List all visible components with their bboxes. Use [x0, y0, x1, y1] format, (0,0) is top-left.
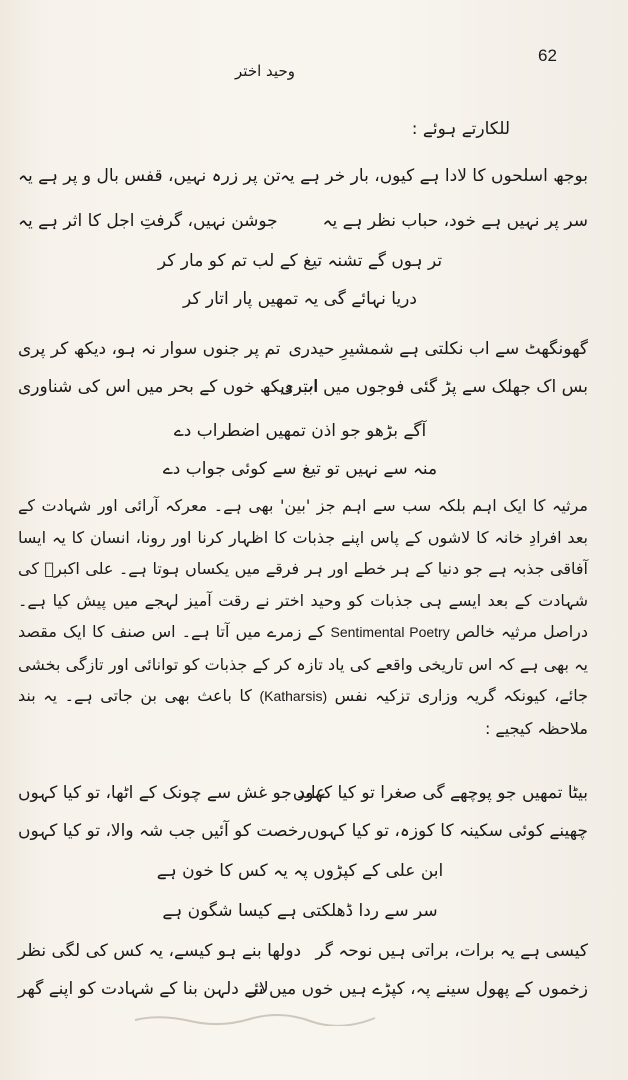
verse-hemistich-left: عابد جو غش سے چونک کے اٹھا، تو کیا کہوں: [18, 783, 327, 803]
verse-line: [18, 376, 588, 412]
verse-line: [18, 978, 588, 1014]
verse-hemistich-right: بس اک جھلک سے پڑ گئی فوجوں میں ابتری: [280, 377, 588, 397]
bait-line: ابن علی کے کپڑوں پہ یہ کس کا خون ہے: [156, 861, 444, 881]
bait-line: منہ سے نہیں تو تیغ سے کوئی جواب دے: [162, 459, 438, 479]
bait-line: سر سے ردا ڈھلکتی ہے کیسا شگون ہے: [162, 901, 438, 921]
verse-hemistich-right: کیسی ہے یہ برات، براتی ہیں نوحہ گر: [315, 941, 588, 961]
verse-hemistich-right: بوجھ اسلحوں کا لادا ہے کیوں، بار خر ہے یہ: [279, 166, 588, 186]
verse-line: [18, 210, 588, 246]
verse-hemistich-left: جوشن نہیں، گرفتِ اجل کا اثر ہے یہ: [18, 211, 278, 231]
verse-hemistich-left: لائے دلہن بنا کے شہادت کو اپنے گھر: [18, 979, 269, 999]
prose-text: مرثیہ کا ایک اہم بلکہ سب سے اہم جز 'بین' بھی ہے۔ معرکہ آرائی اور شہادت کے بعد افرادِ خانہ کا لاشوں کے پاس اپنے جذبات کا اظہار کرنا اور رونا، انسان کا یہ ایسا آفاقی جذبہ ہے جو دنیا کے ہر خطے اور ہر فرقے میں یکساں ہوتا ہے۔ علی اکبرؑ کی شہادت کے بعد ایسے ہی جذبات کو وحید اختر نے رقت آمیز لہجے میں پیش کیا ہے۔ دراصل مرثیہ خالص: [18, 496, 589, 641]
prose-paragraph: [18, 490, 588, 744]
bait-line: تر ہوں گے تشنہ تیغ کے لب تم کو مار کر: [157, 251, 443, 271]
verse-line: [18, 940, 588, 976]
bait-line: آگے بڑھو جو اذن تمھیں اضطراب دے: [173, 421, 427, 441]
verse-hemistich-left: تن پر زرہ نہیں، قفس بال و پر ہے یہ: [18, 166, 281, 186]
verse-line: [18, 782, 588, 818]
verse-hemistich-right: گھونگھٹ سے اب نکلتی ہے شمشیرِ حیدری: [288, 339, 588, 359]
english-term: Sentimental Poetry: [330, 624, 450, 640]
verse-hemistich-right: زخموں کے پھول سینے پہ، کپڑے ہیں خوں میں تر: [249, 979, 588, 999]
bait-line: دریا نہائے گی یہ تمھیں پار اتار کر: [183, 289, 417, 309]
verse-hemistich-left: رخصت کو آئیں جب شہ والا، تو کیا کہوں: [18, 821, 307, 841]
page-number: 62: [538, 46, 557, 65]
verse-line: [18, 338, 588, 374]
section-heading: للکارتے ہوئے :: [411, 119, 510, 139]
verse-line: [18, 820, 588, 856]
english-term: (Katharsis): [259, 688, 328, 704]
verse-hemistich-right: بیٹا تمھیں جو پوچھے گی صغرا تو کیا کہوں: [292, 783, 588, 803]
verse-hemistich-left: اب دیکھ خوں کے بحر میں اس کی شناوری: [18, 377, 319, 397]
faded-bleed-through-mark: [130, 1012, 380, 1026]
verse-hemistich-right: سر پر نہیں ہے خود، حباب نظر ہے یہ: [322, 211, 588, 231]
verse-hemistich-left: تم پر جنوں سوار نہ ہو، دیکھ کر پری: [18, 339, 281, 359]
verse-hemistich-right: چھینے کوئی سکینہ کا کوزہ، تو کیا کہوں: [306, 821, 588, 841]
verse-line: [18, 165, 588, 201]
running-head: وحید اختر: [235, 62, 295, 80]
prose-text: کا باعث بھی بن جاتی ہے۔ یہ بند ملاحظہ کیجیے :: [18, 686, 588, 738]
prose-text: کے زمرے میں آتا ہے۔ اس صنف کا ایک مقصد یہ بھی ہے کہ اس تاریخی واقعے کی یاد تازہ کر کے جذبات کو توانائی اور تازگی بخشی جائے، کیونکہ گریہ وزاری تزکیہ نفس: [18, 622, 588, 705]
verse-hemistich-left: دولھا بنے ہو کیسے، یہ کس کی لگی نظر: [18, 941, 302, 961]
